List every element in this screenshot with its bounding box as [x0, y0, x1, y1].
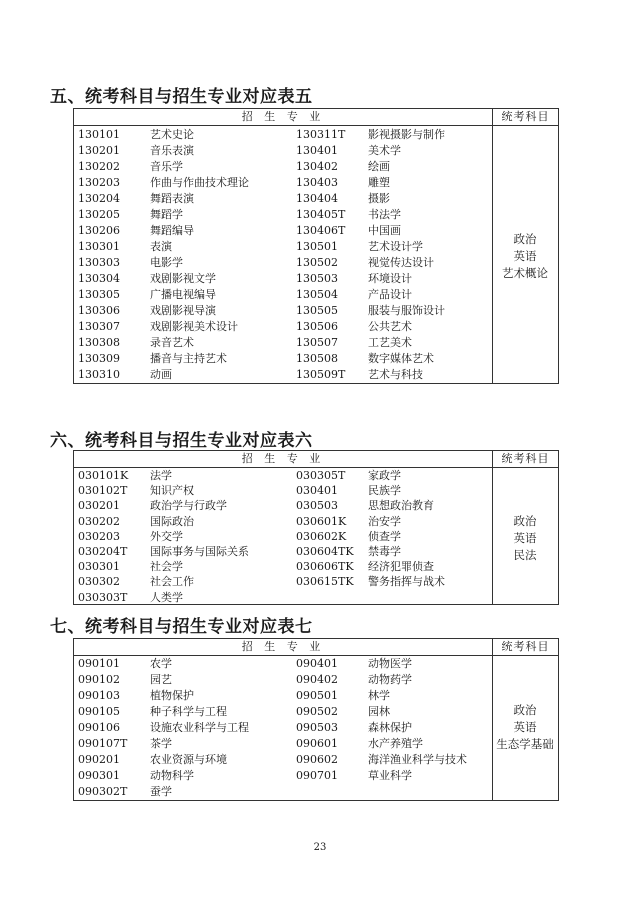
subject-item: 英语 — [513, 249, 537, 263]
major-code: 130403 — [296, 176, 338, 189]
major-code: 130505 — [296, 304, 338, 317]
table-row — [74, 752, 284, 768]
major-code: 030201 — [78, 499, 120, 513]
major-name: 动物医学 — [368, 657, 412, 670]
major-name: 农学 — [150, 657, 172, 670]
table-row — [292, 159, 502, 175]
major-name: 民族学 — [368, 484, 401, 498]
major-name: 林学 — [368, 689, 390, 702]
major-name: 舞蹈编导 — [150, 224, 194, 237]
table-row — [74, 287, 284, 303]
major-code: 130206 — [78, 224, 120, 237]
major-name: 美术学 — [368, 144, 401, 157]
major-name: 国际事务与国际关系 — [150, 545, 249, 558]
major-name: 法学 — [150, 469, 172, 482]
table-row — [74, 768, 284, 784]
major-name: 社会学 — [150, 560, 183, 574]
major-code: 090402 — [296, 673, 338, 686]
major-name: 环境设计 — [368, 272, 412, 285]
major-code: 090601 — [296, 737, 338, 750]
subject-item: 生态学基础 — [496, 737, 554, 751]
mapping-table — [73, 638, 559, 801]
table-row — [292, 483, 502, 499]
page-number: 23 — [313, 842, 327, 853]
table-row — [74, 704, 284, 720]
table-row — [74, 335, 284, 351]
major-name: 中国画 — [368, 224, 401, 237]
major-name: 艺术设计学 — [368, 240, 423, 253]
table-row — [74, 529, 284, 545]
major-code: 130508 — [296, 352, 338, 365]
major-name: 戏剧影视文学 — [150, 272, 216, 285]
major-name: 侦查学 — [368, 529, 401, 543]
table-row — [292, 207, 502, 223]
major-code: 090302T — [78, 785, 128, 798]
table-row — [74, 367, 284, 383]
major-name: 播音与主持艺术 — [150, 352, 227, 365]
table-row — [74, 303, 284, 319]
major-code: 030101K — [78, 469, 129, 482]
subject-item: 政治 — [513, 703, 537, 717]
major-code: 130404 — [296, 192, 338, 205]
major-code: 130311T — [296, 128, 346, 141]
header-major: 招 生 专 业 — [241, 640, 325, 653]
table-row — [74, 143, 284, 159]
major-name: 政治学与行政学 — [150, 499, 227, 513]
table-row — [292, 688, 502, 704]
header-major: 招 生 专 业 — [241, 110, 325, 123]
major-code: 090103 — [78, 689, 120, 702]
table-row — [292, 574, 502, 590]
major-code: 030303T — [78, 590, 128, 604]
major-name: 森林保护 — [368, 721, 412, 734]
major-name: 服装与服饰设计 — [368, 304, 445, 317]
table-row — [74, 688, 284, 704]
major-code: 130405T — [296, 208, 346, 221]
table-row — [74, 207, 284, 223]
major-name: 思想政治教育 — [368, 499, 434, 513]
subject-list — [492, 231, 558, 282]
table-row — [74, 351, 284, 367]
major-code: 130203 — [78, 176, 120, 189]
major-name: 视觉传达设计 — [368, 256, 434, 269]
table-row — [74, 672, 284, 688]
major-name: 艺术与科技 — [368, 368, 423, 381]
major-code: 090501 — [296, 689, 338, 702]
major-code: 130502 — [296, 256, 338, 269]
major-name: 戏剧影视导演 — [150, 304, 216, 317]
major-code: 130310 — [78, 368, 120, 381]
table-row — [292, 367, 502, 383]
table-row — [74, 271, 284, 287]
major-code: 130101 — [78, 128, 120, 141]
major-code: 090106 — [78, 721, 120, 734]
table-row — [74, 559, 284, 575]
major-code: 030302 — [78, 575, 120, 589]
major-code: 130504 — [296, 288, 338, 301]
table-row — [292, 127, 502, 143]
major-name: 园艺 — [150, 673, 172, 686]
subject-item: 政治 — [513, 514, 537, 528]
major-name: 绘画 — [368, 160, 390, 173]
table-row — [74, 255, 284, 271]
table-row — [292, 239, 502, 255]
table-row — [74, 223, 284, 239]
table-row — [292, 303, 502, 319]
table-header — [74, 639, 558, 656]
major-code: 130201 — [78, 144, 120, 157]
major-name: 广播电视编导 — [150, 288, 216, 301]
major-name: 书法学 — [368, 208, 401, 221]
subject-item: 艺术概论 — [502, 266, 548, 280]
table-row — [292, 559, 502, 575]
table-header — [74, 451, 558, 468]
major-code: 090107T — [78, 737, 128, 750]
subject-list — [492, 513, 558, 564]
major-name: 知识产权 — [150, 484, 194, 498]
major-code: 090102 — [78, 673, 120, 686]
major-name: 舞蹈表演 — [150, 192, 194, 205]
table-row — [292, 223, 502, 239]
major-name: 蚕学 — [150, 785, 172, 798]
major-code: 130509T — [296, 368, 346, 381]
major-name: 表演 — [150, 240, 172, 253]
major-code: 130304 — [78, 272, 120, 285]
major-name: 植物保护 — [150, 689, 194, 702]
major-code: 030202 — [78, 514, 120, 528]
table-row — [292, 529, 502, 545]
major-name: 动物科学 — [150, 769, 194, 782]
major-code: 130307 — [78, 320, 120, 333]
major-name: 摄影 — [368, 192, 390, 205]
major-name: 舞蹈学 — [150, 208, 183, 221]
table-row — [74, 175, 284, 191]
major-name: 音乐表演 — [150, 144, 194, 157]
major-code: 090502 — [296, 705, 338, 718]
table-row — [292, 544, 502, 560]
major-code: 130503 — [296, 272, 338, 285]
major-code: 090105 — [78, 705, 120, 718]
table-row — [292, 498, 502, 514]
table-row — [74, 656, 284, 672]
table-header — [74, 109, 558, 126]
major-name: 家政学 — [368, 469, 401, 482]
major-code: 090201 — [78, 753, 120, 766]
major-name: 种子科学与工程 — [150, 705, 227, 718]
major-name: 警务指挥与战术 — [368, 575, 445, 589]
section-title: 六、统考科目与招生专业对应表六 — [50, 431, 313, 451]
table-row — [292, 736, 502, 752]
major-name: 水产养殖学 — [368, 737, 423, 750]
major-code: 130501 — [296, 240, 338, 253]
major-code: 090301 — [78, 769, 120, 782]
table-row — [74, 590, 284, 606]
header-major: 招 生 专 业 — [241, 452, 325, 465]
table-row — [292, 319, 502, 335]
major-code: 030401 — [296, 484, 338, 498]
major-name: 禁毒学 — [368, 545, 401, 558]
major-code: 130303 — [78, 256, 120, 269]
major-code: 090602 — [296, 753, 338, 766]
major-code: 030604TK — [296, 545, 354, 558]
table-row — [292, 656, 502, 672]
major-name: 人类学 — [150, 590, 183, 604]
table-row — [292, 143, 502, 159]
major-code: 130308 — [78, 336, 120, 349]
table-row — [74, 239, 284, 255]
major-code: 090503 — [296, 721, 338, 734]
major-code: 030503 — [296, 499, 338, 513]
major-name: 动画 — [150, 368, 172, 381]
table-row — [292, 335, 502, 351]
major-code: 130406T — [296, 224, 346, 237]
major-name: 草业科学 — [368, 769, 412, 782]
table-row — [74, 720, 284, 736]
section-title: 七、统考科目与招生专业对应表七 — [50, 617, 313, 637]
subject-item: 民法 — [513, 548, 537, 562]
major-name: 园林 — [368, 705, 390, 718]
major-code: 130401 — [296, 144, 338, 157]
header-subjects: 统考科目 — [492, 451, 558, 467]
major-code: 030301 — [78, 560, 120, 574]
table-row — [292, 768, 502, 784]
major-name: 戏剧影视美术设计 — [150, 320, 238, 333]
major-name: 经济犯罪侦查 — [368, 560, 434, 574]
table-row — [74, 514, 284, 530]
table-row — [292, 255, 502, 271]
major-code: 030615TK — [296, 575, 354, 589]
table-row — [292, 271, 502, 287]
table-row — [74, 159, 284, 175]
subject-list — [492, 702, 558, 753]
mapping-table — [73, 450, 559, 605]
mapping-table — [73, 108, 559, 384]
table-row — [74, 544, 284, 560]
table-row — [292, 287, 502, 303]
major-name: 海洋渔业科学与技术 — [368, 753, 467, 766]
table-row — [292, 514, 502, 530]
table-row — [74, 191, 284, 207]
major-code: 130204 — [78, 192, 120, 205]
major-code: 030606TK — [296, 560, 354, 574]
major-code: 130507 — [296, 336, 338, 349]
major-name: 艺术史论 — [150, 128, 194, 141]
major-code: 030305T — [296, 469, 346, 482]
table-row — [74, 736, 284, 752]
table-row — [74, 127, 284, 143]
table-row — [74, 574, 284, 590]
major-name: 动物药学 — [368, 673, 412, 686]
major-name: 外交学 — [150, 529, 183, 543]
major-code: 130506 — [296, 320, 338, 333]
major-name: 音乐学 — [150, 160, 183, 173]
table-row — [292, 752, 502, 768]
table-row — [74, 483, 284, 499]
major-name: 农业资源与环境 — [150, 753, 227, 766]
major-name: 治安学 — [368, 514, 401, 528]
subject-item: 英语 — [513, 720, 537, 734]
major-name: 公共艺术 — [368, 320, 412, 333]
major-code: 030102T — [78, 484, 128, 498]
major-code: 090401 — [296, 657, 338, 670]
table-row — [292, 175, 502, 191]
major-code: 090101 — [78, 657, 120, 670]
major-code: 090701 — [296, 769, 338, 782]
table-row — [74, 468, 284, 484]
major-name: 国际政治 — [150, 514, 194, 528]
major-name: 茶学 — [150, 737, 172, 750]
header-subjects: 统考科目 — [492, 639, 558, 655]
major-name: 影视摄影与制作 — [368, 128, 445, 141]
table-row — [292, 468, 502, 484]
major-name: 录音艺术 — [150, 336, 194, 349]
major-name: 雕塑 — [368, 176, 390, 189]
major-name: 工艺美术 — [368, 336, 412, 349]
table-row — [292, 191, 502, 207]
major-code: 030602K — [296, 529, 347, 543]
header-subjects: 统考科目 — [492, 109, 558, 125]
major-code: 130305 — [78, 288, 120, 301]
table-row — [74, 784, 284, 800]
subject-item: 英语 — [513, 531, 537, 545]
major-code: 130402 — [296, 160, 338, 173]
table-row — [74, 319, 284, 335]
table-row — [292, 704, 502, 720]
major-name: 产品设计 — [368, 288, 412, 301]
major-code: 030601K — [296, 514, 347, 528]
table-row — [74, 498, 284, 514]
major-name: 数字媒体艺术 — [368, 352, 434, 365]
major-name: 电影学 — [150, 256, 183, 269]
section-title: 五、统考科目与招生专业对应表五 — [50, 87, 313, 107]
table-row — [292, 351, 502, 367]
major-code: 130301 — [78, 240, 120, 253]
major-code: 030204T — [78, 545, 128, 558]
major-name: 作曲与作曲技术理论 — [150, 176, 249, 189]
major-code: 130202 — [78, 160, 120, 173]
subject-item: 政治 — [513, 232, 537, 246]
major-code: 130205 — [78, 208, 120, 221]
major-code: 130309 — [78, 352, 120, 365]
major-name: 设施农业科学与工程 — [150, 721, 249, 734]
table-row — [292, 720, 502, 736]
major-code: 030203 — [78, 529, 120, 543]
major-name: 社会工作 — [150, 575, 194, 589]
table-row — [292, 672, 502, 688]
major-code: 130306 — [78, 304, 120, 317]
